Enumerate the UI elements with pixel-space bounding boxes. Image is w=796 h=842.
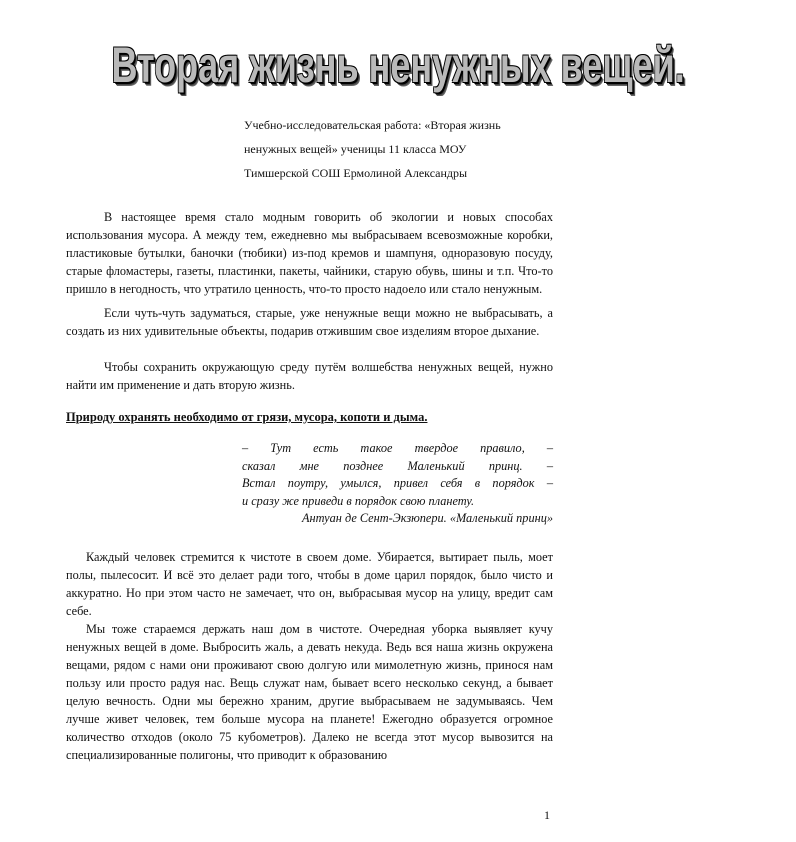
paragraph-things bbox=[66, 620, 553, 764]
paragraph-reuse bbox=[66, 304, 553, 340]
paragraph-text: Если чуть-чуть задуматься, старые, уже ненужные вещи можно не выбрасывать, а создать из них удивительные объекты, подарив отжившим свое изделиям второе дыхание. bbox=[66, 306, 553, 338]
quote-line: Встал поутру, умылся, привел себя в порядок – bbox=[242, 476, 553, 490]
title-container bbox=[0, 37, 685, 93]
section-heading: Природу охранять необходимо от грязи, мусора, копоти и дыма. bbox=[66, 410, 428, 424]
paragraph-text: Мы тоже стараемся держать наш дом в чистоте. Очередная уборка выявляет кучу ненужных вещей в доме. Выбросить жаль, а девать некуда. Ведь вся наша жизнь окружена вещами, рядом с нами они проживают свою долгую или мимолетную жизнь, принося нам пользу или просто радуя нас. Вещь служат нам, бывает всего несколько секунд, а бывает целую вечность. Одни мы бережно храним, другие выбрасываем не задумываясь. Чем лучше живет человек, тем больше мусора на планете! Ежегодно образуется огромное количество отходов (около 75 кубометров). Далеко не всегда этот мусор вывозится на специализированные полигоны, что приводит к образованию bbox=[66, 622, 553, 762]
document-title: Вторая жизнь ненужных вещей. bbox=[111, 37, 685, 93]
work-info-line: Учебно-исследовательская работа: «Вторая жизнь bbox=[244, 118, 501, 132]
paragraph-intro bbox=[66, 208, 553, 298]
work-info-line: Тимшерской СОШ Ермолиной Александры bbox=[244, 166, 468, 180]
epigraph-quote bbox=[242, 440, 553, 528]
paragraph-cleanliness bbox=[66, 548, 553, 620]
paragraph-text: В настоящее время стало модным говорить об экологии и новых способах использования мусора. А между тем, ежедневно мы выбрасываем всевозможные коробки, пластиковые бутылки, баночки (тюбики) из-под кремов и шампуня, одноразовую посуду, старые фломастеры, газеты, пластинки, пакеты, чайники, старую обувь, шины и т.п. Что-то пришло в негодность, что утратило ценность, что-то просто надоело или стало ненужным. bbox=[66, 210, 553, 296]
work-info bbox=[244, 113, 564, 185]
paragraph-text: Каждый человек стремится к чистоте в своем доме. Убирается, вытирает пыль, моет полы, пылесосит. И всё это делает ради того, чтобы в доме царил порядок, было чисто и аккуратно. Но при этом часто не замечает, что он, выбрасывая мусор на улицу, вредит сам себе. bbox=[66, 550, 553, 618]
quote-author: Антуан де Сент-Экзюпери. «Маленький принц» bbox=[301, 511, 553, 525]
work-info-line: ненужных вещей» ученицы 11 класса МОУ bbox=[244, 142, 467, 156]
paragraph-goal bbox=[66, 358, 553, 394]
quote-line: сказал мне позднее Маленький принц. – bbox=[242, 458, 553, 473]
page-number: 1 bbox=[544, 808, 550, 822]
quote-line: – Тут есть такое твердое правило, – bbox=[242, 441, 553, 455]
quote-line: и сразу же приведи в порядок свою планету. bbox=[242, 493, 475, 508]
paragraph-text: Чтобы сохранить окружающую среду путём волшебства ненужных вещей, нужно найти им применение и дать вторую жизнь. bbox=[66, 360, 553, 392]
